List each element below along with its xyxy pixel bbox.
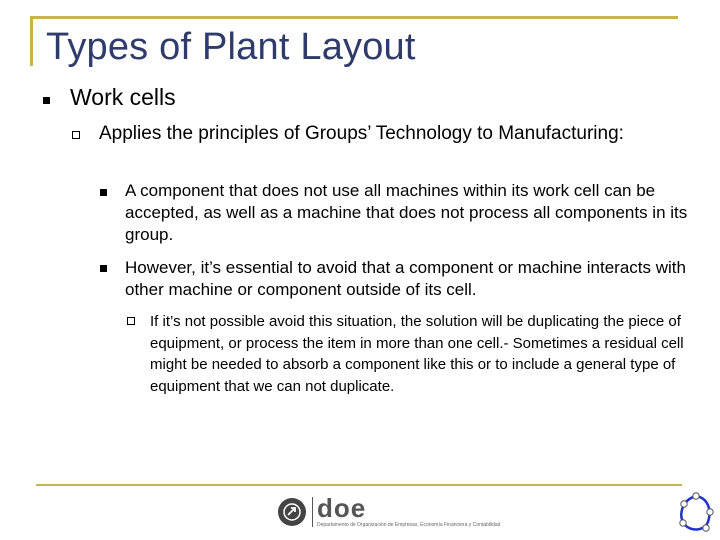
- level1-text: Work cells: [70, 84, 176, 110]
- logo-subtitle: Departamento de Organización de Empresas, Economía Financiera y Contabilidad: [317, 522, 501, 528]
- bullet-filled-square-icon: [100, 189, 107, 196]
- bullet-hollow-square-icon: [72, 131, 80, 139]
- level4-text: If it’s not possible avoid this situation, the solution will be duplicating the piece of equipment, or process the item in more than one cell.- Sometimes a residual cell might be needed to absorb a component like this or to include a general type of equipment that we can not duplicate.: [150, 313, 684, 395]
- bullet-filled-square-icon: [100, 265, 107, 272]
- title-frame-top-line: [30, 16, 678, 19]
- title-frame-left-line: [30, 16, 33, 66]
- slide-title: Types of Plant Layout: [46, 26, 416, 68]
- bullet-filled-square-icon: [43, 97, 50, 104]
- level2-text: Applies the principles of Groups’ Technology to Manufacturing:: [99, 123, 624, 144]
- level3-text-2: However, it’s essential to avoid that a component or machine interacts with other machine or component outside of its cell.: [125, 258, 686, 299]
- corner-decoration-icon: [678, 492, 714, 534]
- footer-logo: [278, 494, 500, 530]
- arrow-icon: [283, 503, 301, 521]
- footer-divider: [36, 484, 682, 486]
- logo-separator: [312, 497, 313, 527]
- bullet-hollow-square-icon: [127, 317, 135, 325]
- logo-emblem-icon: [278, 498, 306, 526]
- level3-text-1: A component that does not use all machines within its work cell can be accepted, as well as a machine that does not process all components in its group.: [125, 181, 688, 244]
- logo-word: doe: [317, 493, 367, 523]
